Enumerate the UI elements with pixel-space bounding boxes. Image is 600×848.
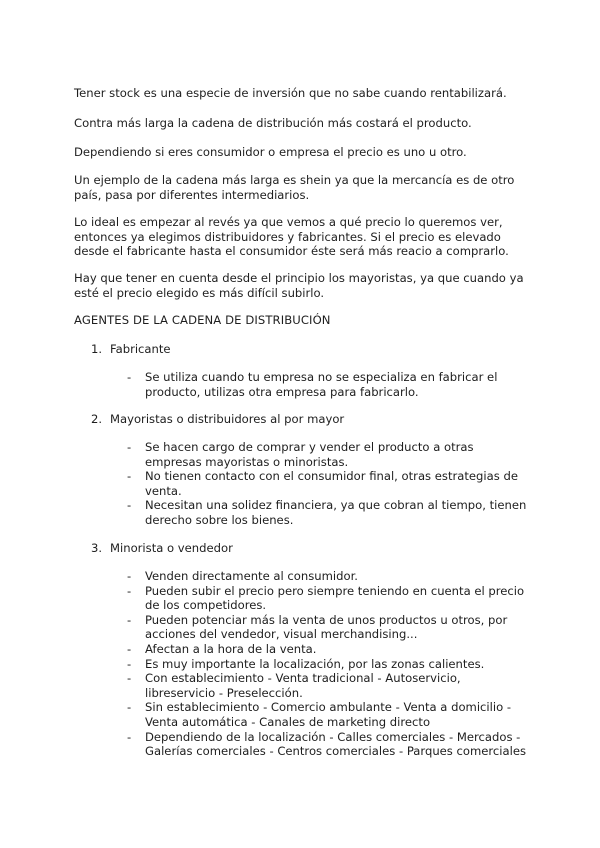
list-item	[127, 569, 527, 584]
list-item	[127, 469, 527, 498]
list-item-text: Es muy importante la localización, por las zonas calientes.	[145, 656, 485, 671]
list-item-text: Sin establecimiento - Comercio ambulante - Venta a domicilio - Venta automática - Canales de marketing directo	[145, 700, 512, 729]
section-number: 3.	[91, 541, 103, 555]
section-heading: AGENTES DE LA CADENA DE DISTRIBUCIÓN	[74, 313, 331, 327]
paragraph-ejemplo-shein: Un ejemplo de la cadena más larga es shein ya que la mercancía es de otro país, pasa por diferentes intermediarios.	[74, 173, 515, 202]
list-item	[127, 700, 527, 729]
section-title-text: Fabricante	[110, 342, 171, 356]
list-item	[127, 671, 527, 700]
bullet-dash: -	[127, 583, 132, 598]
list-item	[127, 613, 527, 642]
list-item-text: Venden directamente al consumidor.	[145, 569, 358, 583]
list-item	[127, 584, 527, 613]
section-number: 2.	[91, 412, 103, 426]
list-item	[127, 498, 527, 527]
section-title-fabricante	[91, 342, 171, 357]
list-item-text: Se utiliza cuando tu empresa no se especializa en fabricar el producto, utilizas otra empresa para fabricarlo.	[145, 370, 498, 399]
list-item-text: Dependiendo de la localización - Calles comerciales - Mercados - Galerías comerciales - Centros comerciales - Parques comerciales	[145, 729, 527, 759]
bullet-dash: -	[127, 612, 132, 627]
section-number: 1.	[91, 342, 103, 356]
list-item	[127, 370, 527, 399]
bullet-list-minorista	[127, 569, 527, 759]
bullet-list-fabricante	[127, 370, 527, 399]
bullet-dash: -	[127, 700, 132, 715]
bullet-dash: -	[127, 641, 132, 656]
list-item-text: Afectan a la hora de la venta.	[145, 641, 317, 656]
paragraph-stock: Tener stock es una especie de inversión que no sabe cuando rentabilizará.	[74, 86, 507, 100]
bullet-dash: -	[127, 370, 132, 384]
list-item	[127, 440, 527, 469]
list-item	[127, 730, 527, 759]
paragraph-consumidor-empresa: Dependiendo si eres consumidor o empresa el precio es uno u otro.	[74, 145, 467, 159]
bullet-dash: -	[127, 671, 132, 686]
bullet-dash: -	[127, 498, 132, 513]
section-title-text: Mayoristas o distribuidores al por mayor	[110, 412, 345, 426]
list-item-text: Pueden potenciar más la venta de unos productos u otros, por acciones del vendedor, visual merchandising...	[145, 612, 508, 642]
paragraph-mayoristas: Hay que tener en cuenta desde el principio los mayoristas, ya que cuando ya esté el precio elegido es más difícil subirlo.	[74, 271, 524, 300]
bullet-dash: -	[127, 729, 132, 744]
paragraph-cadena-larga: Contra más larga la cadena de distribución más costará el producto.	[74, 116, 472, 130]
bullet-dash: -	[127, 656, 132, 671]
list-item-text: Pueden subir el precio pero siempre teniendo en cuenta el precio de los competidores.	[145, 583, 525, 613]
list-item	[127, 642, 527, 657]
list-item-text: Necesitan una solidez financiera, ya que cobran al tiempo, tienen derecho sobre los bienes.	[145, 498, 527, 527]
section-title-mayoristas	[91, 412, 344, 427]
bullet-dash: -	[127, 440, 132, 454]
bullet-dash: -	[127, 569, 132, 583]
list-item-text: Se hacen cargo de comprar y vender el producto a otras empresas mayoristas o minoristas.	[145, 440, 474, 469]
paragraph-ideal: Lo ideal es empezar al revés ya que vemos a qué precio lo queremos ver, entonces ya elegimos distribuidores y fabricantes. Si el precio es elevado desde el fabricante hasta el consumidor éste será más reacio a comprarlo.	[74, 215, 509, 259]
list-item-text: No tienen contacto con el consumidor final, otras estrategias de venta.	[145, 469, 518, 498]
bullet-dash: -	[127, 469, 132, 484]
bullet-list-mayoristas	[127, 440, 527, 528]
list-item	[127, 657, 527, 672]
section-title-minorista	[91, 541, 233, 556]
list-item-text: Con establecimiento - Venta tradicional - Autoservicio, libreservicio - Preselección.	[145, 671, 461, 700]
section-title-text: Minorista o vendedor	[110, 541, 233, 555]
